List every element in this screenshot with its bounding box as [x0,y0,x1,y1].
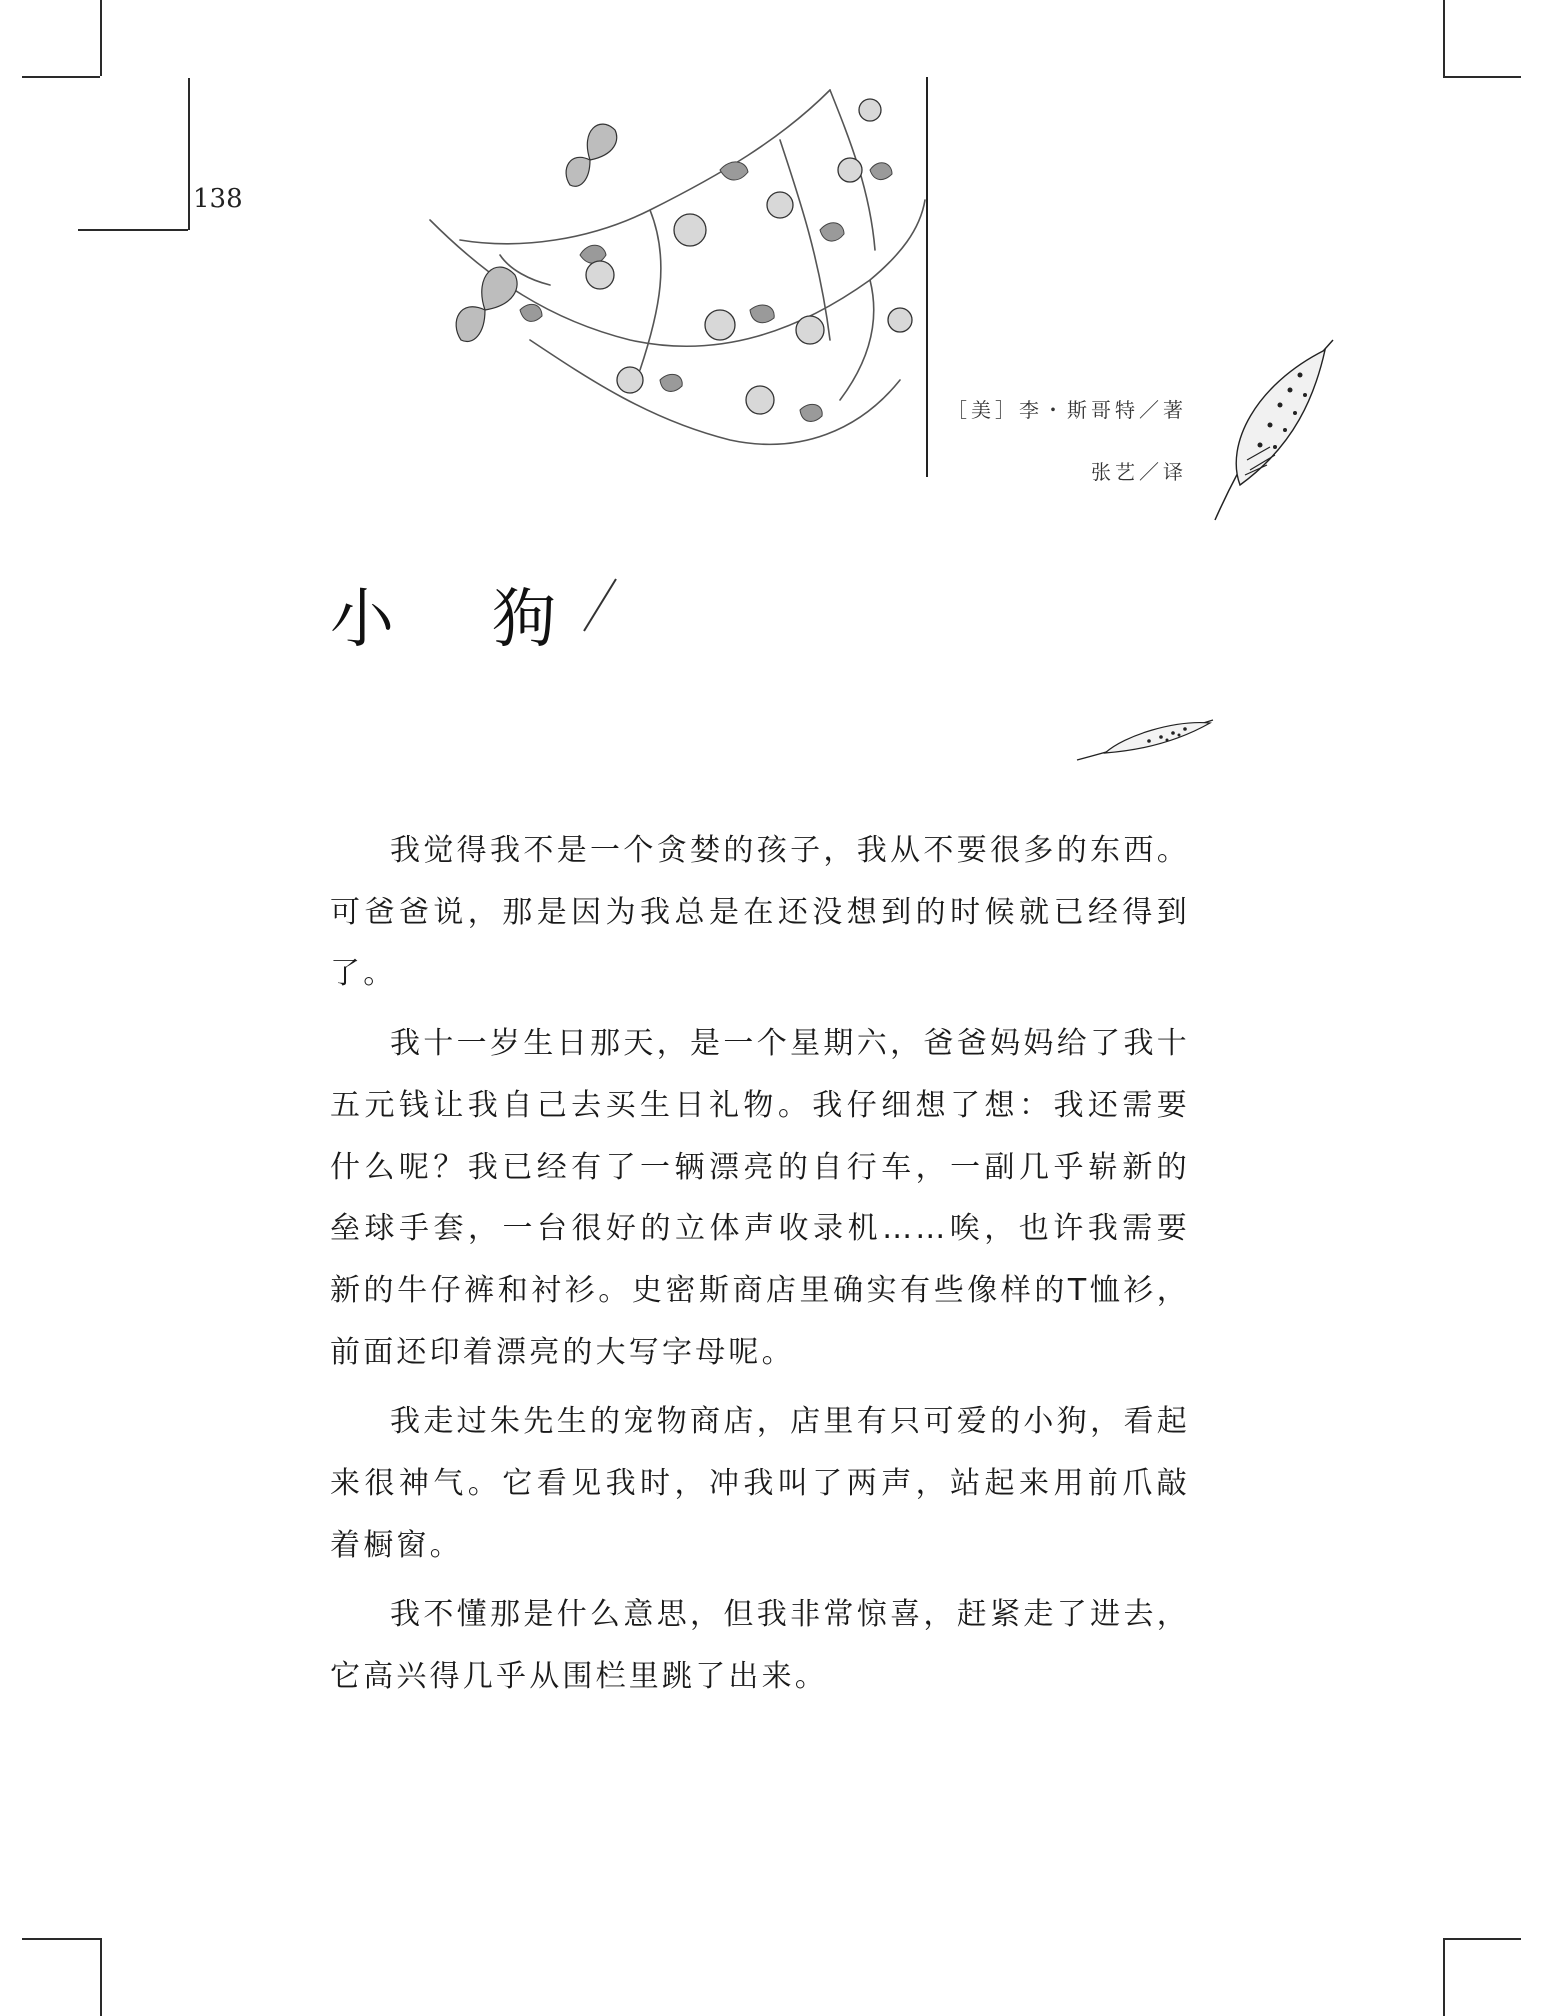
feather-icon [1075,715,1215,765]
paragraph: 我走过朱先生的宠物商店，店里有只可爱的小狗，看起来很神气。它看见我时，冲我叫了两声，站起来用前爪敲着橱窗。 [330,1404,1190,1563]
paragraph: 我不懂那是什么意思，但我非常惊喜，赶紧走了进去，它高兴得几乎从围栏里跳了出来。 [330,1597,1190,1695]
crop-mark [188,78,190,230]
header-vertical-rule [926,77,928,477]
crop-mark [78,229,188,231]
crop-mark [100,0,102,76]
crop-mark [1443,0,1445,76]
title-slash-ornament [580,575,620,635]
page-number: 138 [193,184,243,214]
crop-mark [22,76,100,78]
paragraph: 我十一岁生日那天，是一个星期六，爸爸妈妈给了我十五元钱让我自己去买生日礼物。我仔细想了想：我还需要什么呢？我已经有了一辆漂亮的自行车，一副几乎崭新的垒球手套，一台很好的立体声收录机……唉，也许我需要新的牛仔裤和衬衫。史密斯商店里确实有些像样的T恤衫，前面还印着漂亮的大写字母呢。 [330,1026,1190,1370]
crop-mark [22,1938,100,1940]
article-body [330,820,1190,1716]
crop-mark [1443,1938,1445,2016]
crop-mark [1443,1938,1521,1940]
feather-icon [1205,335,1335,525]
crop-mark [1443,76,1521,78]
title-char-1: 小 [330,583,394,657]
paragraph: 我觉得我不是一个贪婪的孩子，我从不要很多的东西。可爸爸说，那是因为我总是在还没想到的时候就已经得到了。 [330,833,1190,992]
translator-byline: 张艺／译 [1091,460,1187,484]
flower-vine-illustration [400,80,930,480]
crop-mark [100,1938,102,2016]
title-char-2: 狗 [492,583,556,657]
author-byline: ［美］李・斯哥特／著 [947,398,1187,422]
